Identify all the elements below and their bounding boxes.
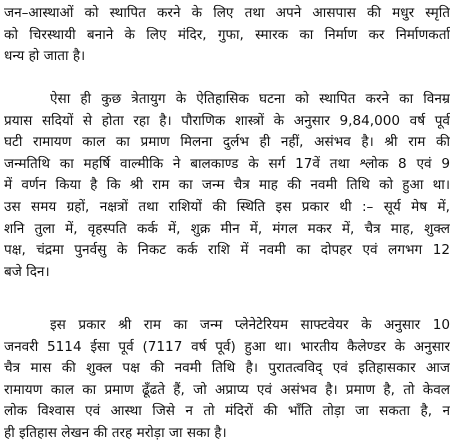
p2-line-8: पक्ष, चंद्रमा पुनर्वसु के निकट कर्क राशि में नवमी का दोपहर एवं लगभग 12 xyxy=(4,242,450,259)
p1-line-1: जन–आस्थाओं को स्थापित करने के लिए तथा अपने आसपास की मधुर स्मृति xyxy=(4,5,450,21)
p1-line-2: को चिरस्थायी बनाने के लिए मंदिर, गुफा, स्मारक का निर्माण कर निर्माणकर्ता xyxy=(4,26,450,43)
p2-line-6: उस समय ग्रहों, नक्षत्रों तथा राशियों की स्थिति इस प्रकार थी :– सूर्य मेष में, xyxy=(4,199,450,215)
p3-line-5: लोक विश्वास एवं आस्था जिसे न तो मंदिरों की भाँति तोड़ा जा सकता है, न xyxy=(4,403,450,420)
p3-line-1: इस प्रकार श्री राम का जन्म प्लेनेटेरियम साफ्टवेयर के अनुसार 10 xyxy=(50,317,450,333)
p3-line-6: ही इतिहास लेखन की तरह मरोड़ा जा सका है। xyxy=(4,425,227,441)
p2-line-5: में वर्णन किया है कि श्री राम का जन्म चैत्र माह की नवमी तिथि को हुआ था। xyxy=(4,177,450,194)
p2-line-9: बजे दिन। xyxy=(4,263,50,280)
p2-line-7: शनि तुला में, वृहस्पति कर्क में, शुक्र मीन में, मंगल मकर में, चैत्र माह, शुक्ल xyxy=(4,220,450,237)
p2-line-4: जन्मतिथि का महर्षि वाल्मीकि ने बालकाण्ड के सर्ग 17वें तथा श्लोक 8 एवं 9 xyxy=(4,155,450,172)
p2-line-2: प्रयास सदियों से होता रहा है। पौराणिक शास्त्रों के अनुसार 9,84,000 वर्ष पूर्व xyxy=(4,112,450,129)
p3-line-3: चैत्र मास की शुक्ल पक्ष की नवमी तिथि है। पुरातत्वविद् एवं इतिहासकार आज xyxy=(4,360,450,377)
p3-line-4: रामायण काल का प्रमाण ढूँढते हैं, जो अप्राप्य एवं असंभव है। प्रमाण है, तो केवल xyxy=(4,381,450,398)
p2-line-1: ऐसा ही कुछ त्रेतायुग के ऐतिहासिक घटना को स्थापित करने का विनम्र xyxy=(50,91,450,107)
p1-line-3: धन्य हो जाता है। xyxy=(4,48,86,65)
p3-line-2: जनवरी 5114 ईसा पूर्व (7117 वर्ष पूर्व) हुआ था। भारतीय कैलेण्डर के अनुसार xyxy=(4,338,450,355)
p2-line-3: घटी रामायण काल का प्रमाण मिलना दुर्लभ ही नहीं, असंभव है। श्री राम की xyxy=(4,134,450,151)
